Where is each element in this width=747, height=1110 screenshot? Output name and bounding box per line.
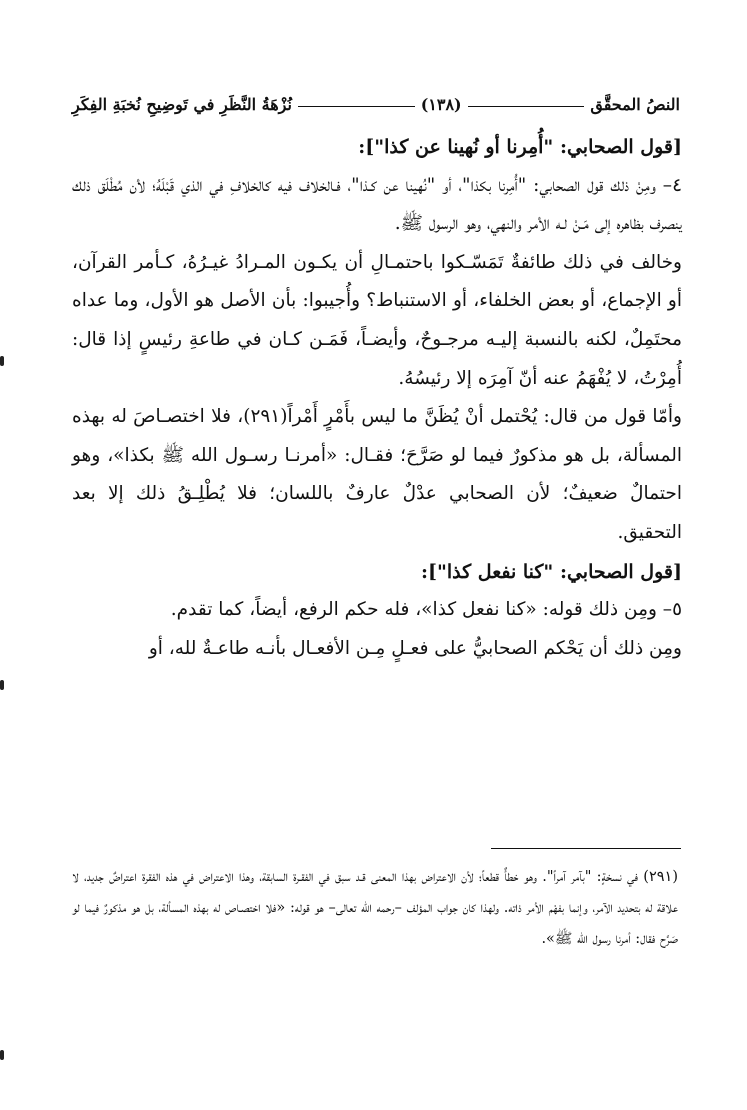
paragraph: ٥– ومِن ذلك قوله: «كنا نفعل كذا»، فله حكم الرفع، أيضاً، كما تقدم.	[170, 599, 682, 621]
scan-margin-mark	[0, 680, 4, 690]
section-heading: [قول الصحابي: "أُمِرنا أو نُهينا عن كذا"]:	[358, 136, 682, 158]
running-head-book-title: نُزْهَةُ النَّظَرِ في تَوضِيحِ نُخبَةِ الفِكَرِ	[72, 95, 292, 114]
running-head-section-title: النصُ المحقَّق	[590, 95, 680, 114]
scan-margin-mark	[0, 1050, 4, 1060]
paragraph: ٤– ومِنْ ذلك قول الصحابي: "أُمِرنا بكذا"، أو "نُهينا عن كـذا"، فـالخلاف فيه كالخلافِ في الذي قَبْلَهُ؛ لأن مُطْلَق ذلك ينصرف بظاهره إلى مَـنْ لـه الأمر والنهي، وهو الرسول ﷺ.	[72, 174, 682, 235]
footnotes	[72, 862, 678, 955]
main-text	[72, 128, 682, 668]
section-heading: [قول الصحابي: "كنا نفعل كذا"]:	[420, 560, 682, 583]
page-number: (١٣٨)	[420, 95, 462, 114]
footnote-separator	[491, 848, 681, 849]
footnote-291: (٢٩١) في نسخةٍ: "بآمر آمراً". وهو خطأٌ قطعاً؛ لأن الاعتراض بهذا المعنى قـد سبق في الفقـرة السابقة، وهذا الاعتراض في هذه الفقرة اعتراضٌ جديد، لا علاقة له بتحديد الآمر، وإنما بفهْم الأمر ذاته. ولهذا كان جواب المؤلف –رحمه الله تعالى– هو قوله: «فلا اختصـاص له بهذه المسألة، بل هو مذكورٌ فيما لو صَرَّح فقال: أمرنا رسول الله ﷺ».	[72, 869, 678, 947]
running-head-rule-2	[298, 106, 415, 107]
scan-margin-mark	[0, 356, 4, 366]
paragraph: وأمّا قول من قال: يُحْتمل أنْ يُظَنَّ ما ليس بأَمْرٍ أَمْراً(٢٩١)، فلا اختصـاصَ له بهذه المسألة، بل هو مذكورٌ فيما لو صَرَّحَ؛ فقـال: «أمرنـا رسـول الله ﷺ بكذا»، وهو احتمالٌ ضعيفٌ؛ لأن الصحابي عدْلٌ عارفٌ باللسان؛ فلا يُطْلِـقُ ذلك إلا بعد التحقيق.	[72, 406, 682, 543]
running-head	[72, 86, 680, 114]
paragraph: ومِن ذلك أن يَحْكم الصحابيُّ على فعـلٍ مِـن الأفعـال بأنـه طاعـةٌ لله، أو	[148, 637, 682, 659]
paragraph: وخالف في ذلك طائفةٌ تَمَسّـكوا باحتمـالِ أن يكـون المـرادُ غيـرُهُ، كـأمر القرآن، أو الإجماع، أو بعض الخلفاء، أو الاستنباط؟ وأُجيبوا: بأن الأصل هو الأول، وما عداه محتَمِلٌ، لكنه بالنسبة إليـه مرجـوحٌ، وأيضـاً، فَمَـن كـان في طاعةِ رئيسٍ إذا قال: أُمِرْتُ، لا يُفْهَمُ عنه أنّ آمِرَه إلا رئيسُهُ.	[72, 251, 682, 389]
running-head-rule	[468, 106, 585, 107]
